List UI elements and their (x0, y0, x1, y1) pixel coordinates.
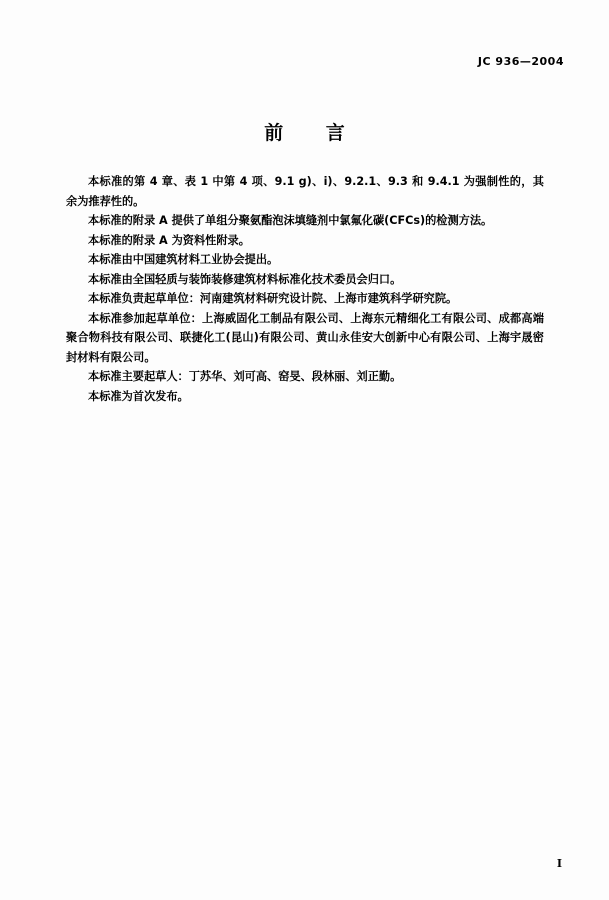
paragraph: 本标准由中国建筑材料工业协会提出。 (88, 253, 279, 266)
paragraph: 本标准的第 4 章、表 1 中第 4 项、9.1 g)、i)、9.2.1、9.3 和 9.4.1 为强制性的，其余为推荐性的。 (66, 175, 544, 208)
paragraph: 本标准主要起草人：丁苏华、刘可高、窑旻、段林丽、刘正勤。 (88, 370, 402, 383)
paragraph: 本标准的附录 A 提供了单组分聚氨酯泡沫填缝剂中氯氟化碳(CFCs)的检测方法。 (88, 214, 493, 227)
page-number: I (556, 857, 562, 870)
page-title: 前 言 (264, 122, 363, 144)
paragraph: 本标准负责起草单位：河南建筑材料研究设计院、上海市建筑科学研究院。 (88, 292, 458, 305)
standard-number: JC 936—2004 (477, 55, 564, 68)
paragraph: 本标准为首次发布。 (88, 389, 189, 403)
paragraph: 本标准的附录 A 为资料性附录。 (88, 233, 250, 247)
paragraph: 本标准由全国轻质与装饰装修建筑材料标准化技术委员会归口。 (88, 272, 402, 286)
foreword-body (66, 172, 544, 406)
paragraph: 本标准参加起草单位：上海威固化工制品有限公司、上海东元精细化工有限公司、成都高端聚合物科技有限公司、联捷化工(昆山)有限公司、黄山永佳安大创新中心有限公司、上海宇晟密封材料有限公司。 (66, 311, 544, 364)
